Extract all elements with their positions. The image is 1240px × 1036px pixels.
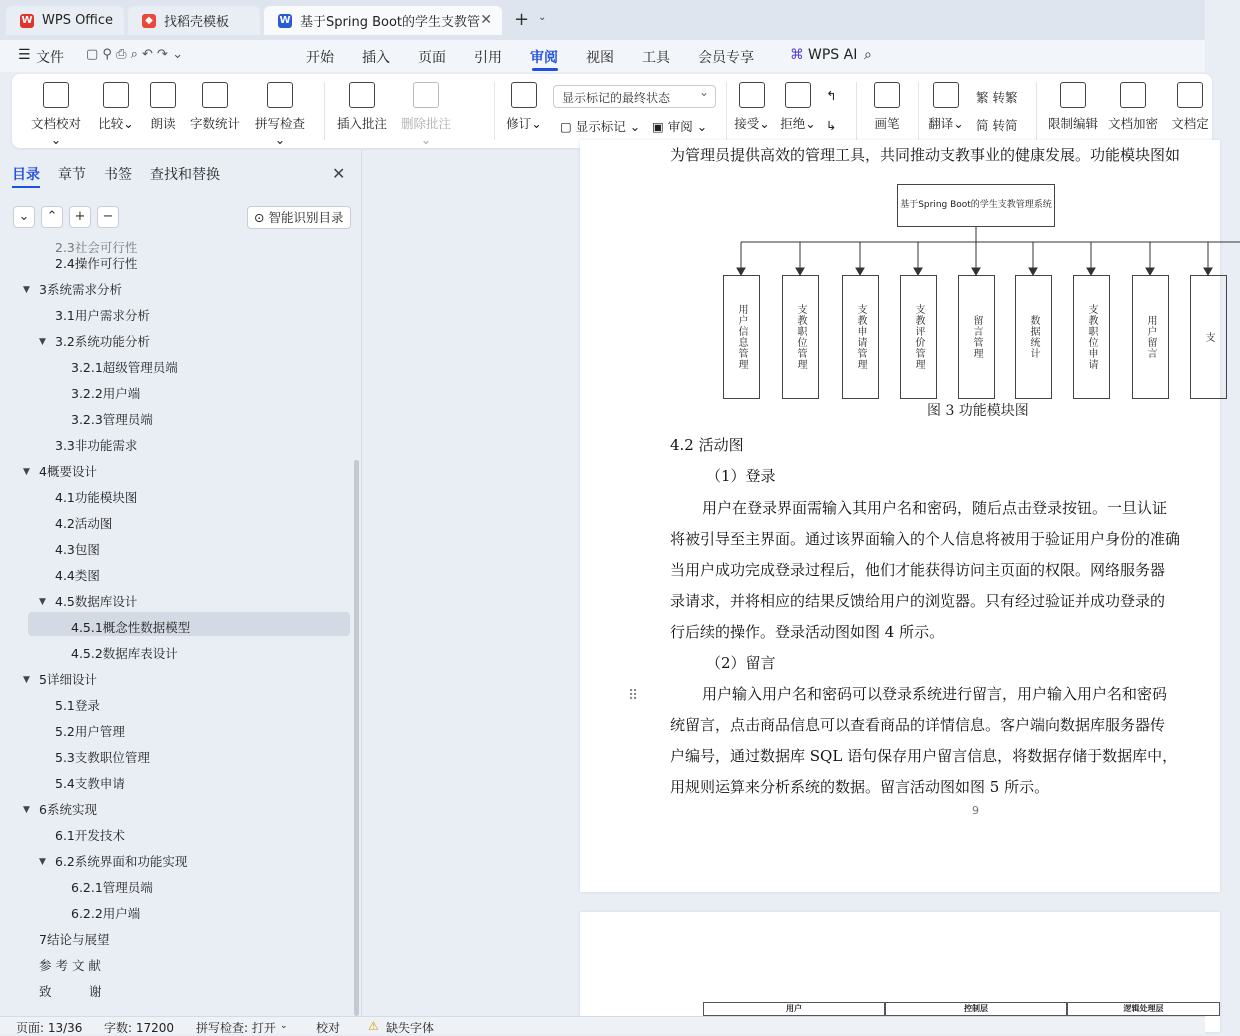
tab-bookmark[interactable]: 书签 — [104, 167, 132, 183]
menu-view[interactable]: 视图 — [586, 50, 614, 66]
translate-button[interactable]: 翻译⌄ — [926, 82, 966, 132]
toc-item-selected[interactable]: 4.2活动图 — [55, 516, 113, 531]
track-changes-button[interactable]: 修订⌄ — [506, 82, 542, 132]
pen-button[interactable]: 画笔 — [872, 82, 902, 132]
toc-item[interactable]: 7结论与展望 — [39, 932, 110, 947]
toc-item[interactable]: 6.2.2用户端 — [71, 906, 141, 921]
body-text: 用户输入用户名和密码可以登录系统进行留言，用户输入用户名和密码 — [702, 685, 1168, 703]
body-text: 用规则运算来分析系统的数据。留言活动图如图 5 所示。 — [670, 778, 1050, 796]
word-count-icon — [202, 82, 228, 108]
review-pane-button[interactable]: ▣ 审阅 ⌄ — [652, 119, 708, 134]
body-text: 统留言，点击商品信息可以查看商品的详情信息。客户端向数据库服务器传 — [670, 716, 1166, 734]
spell-check-status[interactable]: 拼写检查: 打开 — [196, 1021, 276, 1035]
to-traditional-button[interactable]: 繁 转繁 — [976, 90, 1018, 105]
proofread-icon — [43, 82, 69, 108]
proofread-button[interactable]: 文档校对⌄ — [28, 82, 84, 147]
menu-review[interactable]: 审阅 — [530, 50, 558, 66]
table-header-cell: 控制层 — [885, 1002, 1067, 1016]
toc-item[interactable]: 5.4支教申请 — [55, 776, 125, 791]
menu-insert[interactable]: 插入 — [362, 50, 390, 66]
table-header-cell: 逻辑处理层 — [1067, 1002, 1220, 1016]
toc-item[interactable]: 3.3非功能需求 — [55, 438, 138, 453]
show-markup-button[interactable]: ▢ 显示标记 ⌄ — [560, 119, 641, 134]
toc-item[interactable]: 3.2.1超级管理员端 — [71, 360, 178, 375]
diagram-module-node: 支教职位申请 — [1073, 275, 1110, 399]
tab-chapter[interactable]: 章节 — [58, 167, 86, 183]
compare-icon — [103, 82, 129, 108]
toc-item[interactable]: 5.1登录 — [55, 698, 100, 713]
toc-item[interactable]: ▼ 3.2系统功能分析 — [55, 330, 150, 354]
tab-bar — [0, 0, 1205, 40]
status-bar — [0, 1016, 1205, 1034]
toc-item[interactable]: ▼ 6系统实现 — [39, 798, 97, 822]
menu-file[interactable]: 文件 — [36, 50, 64, 66]
word-count-button[interactable]: 字数统计 — [190, 82, 240, 132]
body-text: 为管理员提供高效的管理工具，共同推动支教事业的健康发展。功能模块图如 — [670, 146, 1181, 164]
body-text: 录请求，并将相应的结果反馈给用户的浏览器。只有经过验证并成功登录的 — [670, 592, 1166, 610]
warning-icon: ⚠ — [368, 1019, 379, 1033]
read-aloud-icon — [150, 82, 176, 108]
delete-comment-icon — [413, 82, 439, 108]
menu-page[interactable]: 页面 — [418, 50, 446, 66]
tab-document[interactable]: W 基于Spring Boot的学生支教管 ✕ — [264, 6, 502, 35]
restrict-edit-button[interactable]: 限制编辑 — [1048, 82, 1098, 132]
divider — [726, 82, 727, 140]
expand-icon[interactable]: ▼ — [23, 467, 30, 477]
toc-item[interactable]: 3.2.2用户端 — [71, 386, 141, 401]
menu-home[interactable]: 开始 — [306, 50, 334, 66]
diagram-module-node: 支 — [1190, 275, 1227, 399]
toc-tree — [0, 240, 352, 1016]
expand-icon[interactable]: ▼ — [39, 337, 46, 347]
translate-icon — [933, 82, 959, 108]
expand-icon[interactable]: ▼ — [39, 857, 46, 867]
active-tab-underline — [532, 68, 558, 71]
chevron-down-icon[interactable]: ⌄ — [538, 12, 547, 23]
ribbon-toolbar — [12, 74, 1212, 148]
toc-item[interactable]: 致 谢 — [39, 984, 102, 999]
finalize-button[interactable]: 文档定 — [1168, 82, 1212, 132]
diagram-module-node: 用户留言 — [1132, 275, 1169, 399]
proofread-status[interactable]: 校对 — [316, 1021, 341, 1035]
toc-scrollbar[interactable] — [354, 460, 359, 1016]
menu-bar — [0, 40, 1205, 72]
drag-handle-icon[interactable]: ⠿ — [628, 688, 639, 704]
menu-reference[interactable]: 引用 — [474, 50, 502, 66]
tab-wps-office[interactable]: W WPS Office — [6, 6, 124, 35]
reject-icon — [785, 82, 811, 108]
chevron-down-icon[interactable]: ⌄ — [280, 1021, 288, 1031]
writer-doc-icon: W — [279, 15, 291, 26]
diagram-module-node: 留言管理 — [958, 275, 995, 399]
new-tab-icon[interactable]: + — [514, 9, 530, 30]
figure-caption: 图 3 功能模块图 — [927, 403, 1029, 419]
tab-toc[interactable]: 目录 — [12, 167, 40, 183]
toc-item[interactable]: ▼ 4.5数据库设计 — [55, 590, 137, 614]
tab-template[interactable]: ◆ 找稻壳模板 — [128, 6, 260, 35]
tab-find-replace[interactable]: 查找和替换 — [150, 167, 220, 183]
docer-logo-icon: ◆ — [142, 14, 156, 28]
body-text: 行后续的操作。登录活动图如图 4 所示。 — [670, 623, 945, 641]
read-aloud-button[interactable]: 朗读 — [148, 82, 178, 132]
toc-item[interactable]: ▼ 6.2系统界面和功能实现 — [55, 850, 187, 874]
body-text: 将被引导至主界面。通过该界面输入的个人信息将被用于验证用户身份的准确 — [670, 530, 1181, 548]
diagram-module-node: 用户信息管理 — [723, 275, 760, 399]
menu-tools[interactable]: 工具 — [642, 50, 670, 66]
expand-icon[interactable]: ▼ — [23, 805, 30, 815]
diagram-module-node: 支教职位管理 — [782, 275, 819, 399]
document-page — [580, 912, 1220, 1032]
expand-icon[interactable]: ▼ — [23, 285, 30, 295]
accept-icon — [739, 82, 765, 108]
spell-check-button[interactable]: 拼写检查⌄ — [250, 82, 310, 147]
comment-icon — [349, 82, 375, 108]
toc-item[interactable]: 4.1功能模块图 — [55, 490, 138, 505]
encrypt-button[interactable]: 文档加密 — [1108, 82, 1158, 132]
chevron-down-icon[interactable]: ⌄ — [13, 206, 35, 228]
chevron-up-icon[interactable]: ⌃ — [41, 206, 63, 228]
toc-item[interactable]: 6.1开发技术 — [55, 828, 125, 843]
finalize-icon — [1177, 82, 1203, 108]
track-changes-icon — [511, 82, 537, 108]
toc-item[interactable]: ▼ 4概要设计 — [39, 460, 97, 484]
document-page — [580, 140, 1220, 892]
menu-wps-ai[interactable]: WPS AI — [808, 47, 858, 63]
close-icon[interactable]: ✕ — [480, 12, 492, 28]
smart-toc-button[interactable]: ⊙ 智能识别目录 — [247, 206, 351, 229]
wps-ai-icon: ⌘ — [790, 47, 804, 63]
toc-item[interactable]: 4.3包图 — [55, 542, 100, 557]
toc-item[interactable]: 4.5.1概念性数据模型 — [71, 620, 191, 635]
nav-tabs — [12, 164, 220, 184]
expand-icon[interactable]: ▼ — [39, 597, 46, 607]
toc-item[interactable]: ▼ 5详细设计 — [39, 668, 97, 692]
divider — [494, 82, 495, 140]
toc-item[interactable]: 6.2.1管理员端 — [71, 880, 153, 895]
toc-item[interactable]: 4.5.2数据库表设计 — [71, 646, 178, 661]
to-simplified-button[interactable]: 简 转简 — [976, 118, 1018, 133]
toc-item[interactable]: 4.4类图 — [55, 568, 100, 583]
toc-item[interactable]: 参 考 文 献 — [39, 958, 101, 973]
body-text: 用户在登录界面需输入其用户名和密码，随后点击登录按钮。一旦认证 — [702, 499, 1168, 517]
navigation-pane — [0, 150, 362, 1016]
insert-comment-button[interactable]: 插入批注 — [334, 82, 390, 132]
toc-item[interactable]: 2.3社会可行性 — [55, 240, 138, 255]
toc-item[interactable]: 5.3支教职位管理 — [55, 750, 150, 765]
divider — [856, 82, 857, 140]
diagram-module-node: 支教评价管理 — [900, 275, 937, 399]
expand-icon[interactable]: ▼ — [23, 675, 30, 685]
document-area — [363, 146, 1214, 1016]
menu-vip[interactable]: 会员专享 — [698, 50, 754, 66]
nav-tab-underline — [12, 186, 40, 188]
compare-button[interactable]: 比较⌄ — [96, 82, 136, 132]
word-count[interactable]: 字数: 17200 — [104, 1021, 175, 1035]
next-change-icon[interactable]: ↳ — [826, 118, 837, 133]
missing-font-status[interactable]: 缺失字体 — [386, 1021, 435, 1035]
quick-tools[interactable]: ▢ ⚲ ⎙ ⌕ ↶ ↷ ⌄ — [86, 47, 183, 62]
previous-change-icon[interactable]: ↰ — [826, 88, 837, 103]
table-header-cell: 用户 — [703, 1002, 885, 1016]
accept-button[interactable]: 接受⌄ — [734, 82, 770, 132]
subsection-heading: （2）留言 — [706, 654, 776, 672]
section-heading: 4.2 活动图 — [670, 436, 744, 454]
divider — [1036, 82, 1037, 140]
divider — [918, 82, 919, 140]
toc-item[interactable]: 5.2用户管理 — [55, 724, 125, 739]
markup-state-select[interactable]: 显示标记的最终状态 ⌄ — [553, 85, 716, 108]
wps-logo-icon: W — [21, 15, 33, 26]
toc-item[interactable]: 2.4操作可行性 — [55, 256, 138, 271]
spell-check-icon — [267, 82, 293, 108]
subsection-heading: （1）登录 — [706, 467, 776, 485]
close-icon[interactable]: ✕ — [332, 164, 346, 183]
toc-item[interactable]: ▼ 3系统需求分析 — [39, 278, 122, 302]
divider — [324, 82, 325, 140]
minus-icon[interactable]: − — [97, 206, 119, 228]
plus-icon[interactable]: + — [69, 206, 91, 228]
toc-item[interactable]: 3.1用户需求分析 — [55, 308, 150, 323]
page-number: 9 — [972, 804, 979, 817]
encrypt-icon — [1120, 82, 1146, 108]
pen-icon — [874, 82, 900, 108]
delete-comment-button[interactable]: 删除批注⌄ — [396, 82, 456, 147]
body-text: 当用户成功完成登录过程后，他们才能获得访问主页面的权限。网络服务器 — [670, 561, 1166, 579]
search-icon[interactable]: ⌕ — [864, 47, 872, 63]
reject-button[interactable]: 拒绝⌄ — [780, 82, 816, 132]
toc-item[interactable]: 3.2.3管理员端 — [71, 412, 153, 427]
diagram-module-node: 支教申请管理 — [842, 275, 879, 399]
function-module-diagram — [720, 180, 1240, 420]
page-indicator[interactable]: 页面: 13/36 — [16, 1021, 83, 1035]
diagram-module-node: 数据统计 — [1015, 275, 1052, 399]
menu-icon[interactable]: ☰ — [18, 47, 31, 63]
body-text: 户编号，通过数据库 SQL 语句保存用户留言信息，将数据存储于数据库中， — [670, 747, 1178, 765]
restrict-edit-icon — [1060, 82, 1086, 108]
diagram-root-node: 基于Spring Boot的学生支教管理系统 — [897, 184, 1055, 227]
